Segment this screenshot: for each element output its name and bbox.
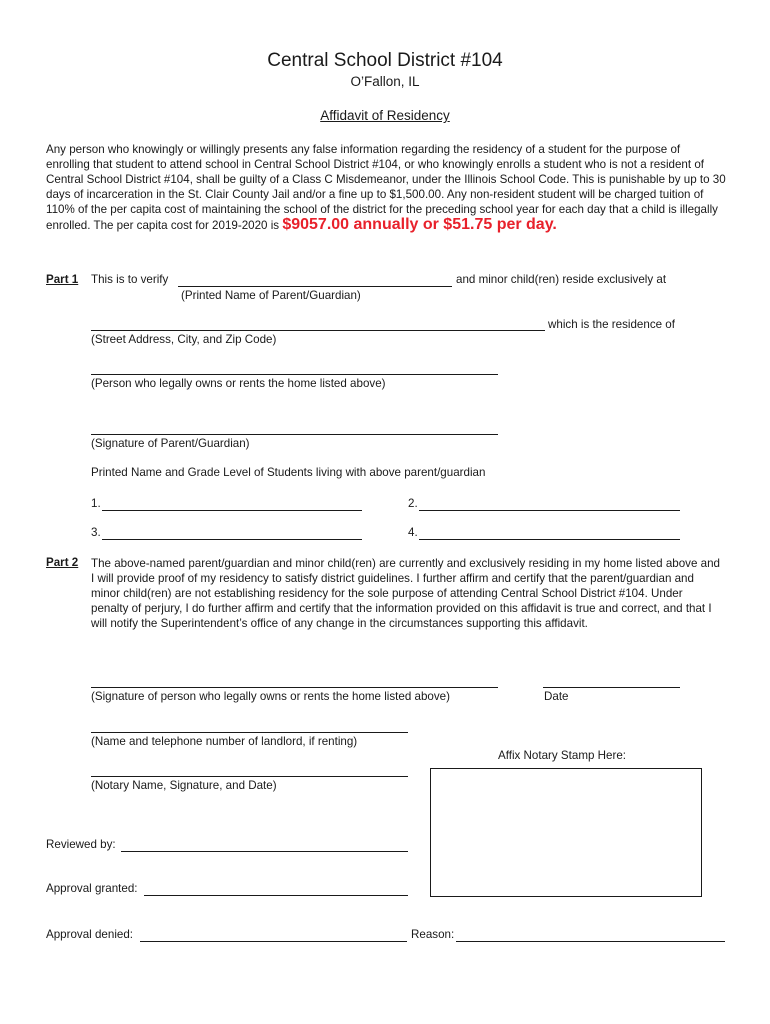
document-title: Affidavit of Residency bbox=[320, 108, 450, 123]
notary-caption: (Notary Name, Signature, and Date) bbox=[91, 779, 277, 792]
reason-label: Reason: bbox=[411, 928, 455, 941]
reviewed-by-field[interactable] bbox=[121, 851, 408, 852]
residence-suffix: which is the residence of bbox=[548, 318, 675, 331]
notary-field[interactable] bbox=[91, 776, 408, 777]
part1-label bbox=[46, 273, 78, 286]
approval-granted-field[interactable] bbox=[144, 895, 408, 896]
date-field[interactable] bbox=[543, 687, 680, 688]
owner-name-field[interactable] bbox=[91, 374, 498, 375]
notary-stamp-box bbox=[430, 768, 702, 897]
part2-heading: Part 2 bbox=[46, 556, 79, 569]
student-number-2: 2. bbox=[408, 497, 418, 510]
owner-signature-field[interactable] bbox=[91, 687, 498, 688]
approval-denied-label: Approval denied: bbox=[46, 928, 134, 941]
student-number-1: 1. bbox=[91, 497, 101, 510]
student-3-field[interactable] bbox=[102, 539, 362, 540]
verify-prefix: This is to verify bbox=[91, 273, 169, 286]
intro-paragraph bbox=[46, 142, 726, 233]
reason-field[interactable] bbox=[456, 941, 725, 942]
printed-name-caption: (Printed Name of Parent/Guardian) bbox=[181, 289, 361, 302]
student-number-4: 4. bbox=[408, 526, 418, 539]
district-location: O’Fallon, IL bbox=[350, 74, 420, 89]
approval-denied-field[interactable] bbox=[140, 941, 407, 942]
per-capita-cost-highlight: $9057.00 annually or $51.75 per day. bbox=[282, 216, 557, 233]
notary-stamp-label: Affix Notary Stamp Here: bbox=[498, 749, 627, 762]
owner-caption: (Person who legally owns or rents the home listed above) bbox=[91, 377, 386, 390]
student-number-3: 3. bbox=[91, 526, 101, 539]
reviewed-by-label: Reviewed by: bbox=[46, 838, 116, 851]
landlord-caption: (Name and telephone number of landlord, if renting) bbox=[91, 735, 358, 748]
part2-label bbox=[46, 556, 78, 569]
street-address-field[interactable] bbox=[91, 330, 545, 331]
student-4-field[interactable] bbox=[419, 539, 680, 540]
intro-text: Any person who knowingly or willingly presents any false information regarding the residency of a student for the purpose of enrolling that student to attend school in Central School District #104, or who knowingly enrolls a student who is not a resident of Central School District #104, shall be guilty of a Class C Misdemeanor, under the Illinois School Code. This is punishable by up to 30 days of incarceration in the St. Clair County Jail and/or a fine up to $1,500.00. Any non-resident student will be charged tuition of 110% of the per capita cost of maintaining the school of the district for the preceding school year for each day that a child is illegally enrolled. The per capita cost for 2019-2020 is bbox=[46, 143, 726, 232]
address-caption: (Street Address, City, and Zip Code) bbox=[91, 333, 277, 346]
student-2-field[interactable] bbox=[419, 510, 680, 511]
landlord-field[interactable] bbox=[91, 732, 408, 733]
students-heading: Printed Name and Grade Level of Students living with above parent/guardian bbox=[91, 466, 486, 479]
student-1-field[interactable] bbox=[102, 510, 362, 511]
approval-granted-label: Approval granted: bbox=[46, 882, 138, 895]
parent-name-field[interactable] bbox=[178, 286, 452, 287]
parent-signature-caption: (Signature of Parent/Guardian) bbox=[91, 437, 250, 450]
district-title: Central School District #104 bbox=[267, 50, 503, 71]
part2-paragraph: The above-named parent/guardian and minor child(ren) are currently and exclusively residing in my home listed above and I will provide proof of my residency to satisfy district guidelines. I further affirm and certify that the parent/guardian and minor child(ren) are not establishing residency for the sole purpose of attending Central School District #104. Under penalty of perjury, I do further affirm and certify that the information provided on this affidavit is true and correct, and that I will notify the Superintendent’s office of any change in the circumstances supporting this affidavit. bbox=[91, 557, 720, 630]
parent-signature-field[interactable] bbox=[91, 434, 498, 435]
part1-heading: Part 1 bbox=[46, 273, 79, 286]
verify-suffix: and minor child(ren) reside exclusively at bbox=[456, 273, 667, 286]
owner-signature-caption: (Signature of person who legally owns or rents the home listed above) bbox=[91, 690, 450, 703]
date-caption: Date bbox=[544, 690, 569, 703]
